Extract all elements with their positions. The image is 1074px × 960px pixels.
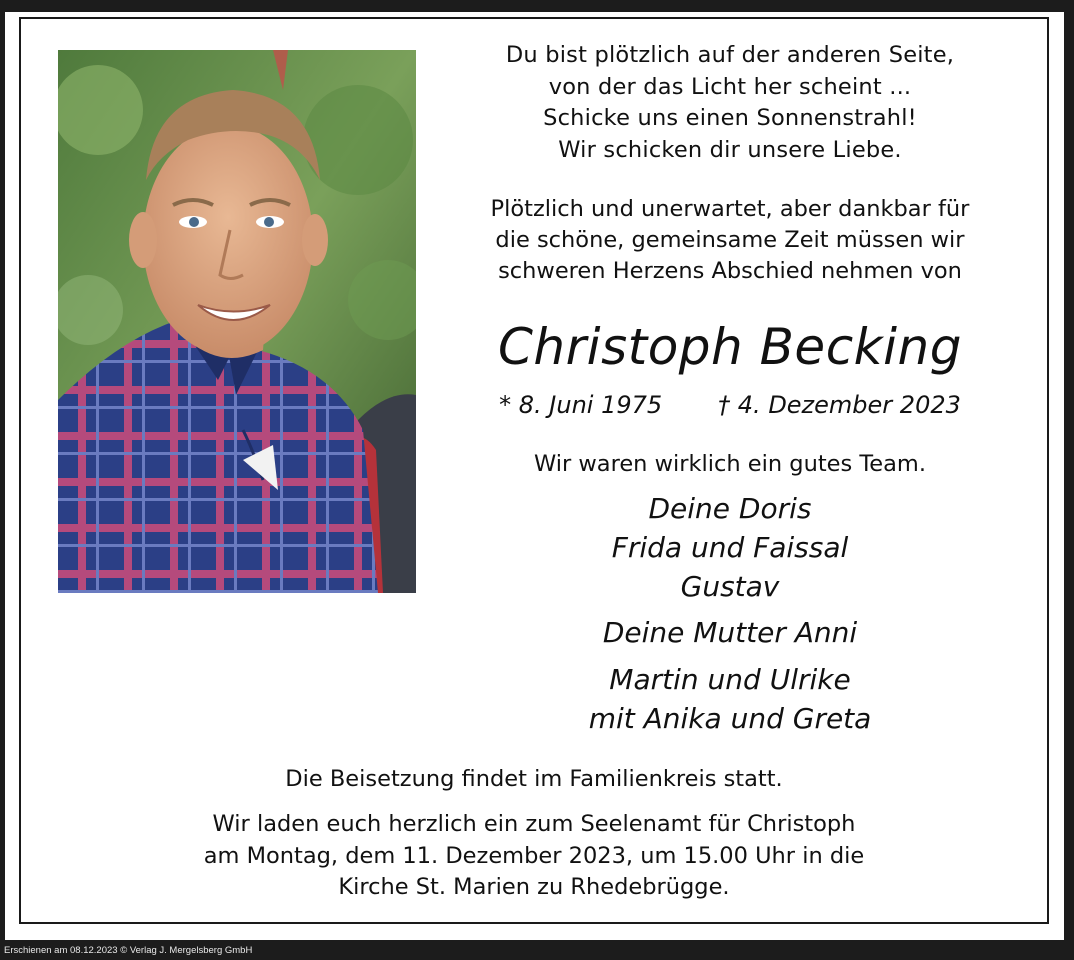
family-group xyxy=(435,489,1025,606)
verse-line: Wir schicken dir unsere Liebe. xyxy=(558,136,902,163)
mass-line: Kirche St. Marien zu Rhedebrügge. xyxy=(338,874,730,900)
publication-footer: Erschienen am 08.12.2023 © Verlag J. Mergelsberg GmbH xyxy=(4,945,253,956)
family-line: Deine Mutter Anni xyxy=(602,616,858,649)
deceased-name: Christoph Becking xyxy=(498,318,962,376)
family-line: Deine Doris xyxy=(648,492,812,525)
burial-notice: Die Beisetzung findet im Familienkreis statt. xyxy=(285,766,783,792)
portrait-photo xyxy=(58,50,416,593)
intro-text xyxy=(435,194,1025,287)
verse xyxy=(435,40,1025,166)
life-dates xyxy=(435,389,1025,421)
mass-line: am Montag, dem 11. Dezember 2023, um 15.00 Uhr in die xyxy=(203,842,865,869)
family-group xyxy=(435,613,1025,652)
intro-line: schweren Herzens Abschied nehmen von xyxy=(498,258,962,284)
death-date: † 4. Dezember 2023 xyxy=(718,391,961,419)
mass-line: Wir laden euch herzlich ein zum Seelenamt für Christoph xyxy=(212,811,856,837)
birth-date: * 8. Juni 1975 xyxy=(499,391,663,419)
verse-line: Du bist plötzlich auf der anderen Seite, xyxy=(505,42,955,68)
obituary-sheet xyxy=(5,12,1064,940)
mass-invitation xyxy=(19,809,1049,904)
verse-line: Schicke uns einen Sonnenstrahl! xyxy=(543,105,917,131)
family-group xyxy=(435,660,1025,738)
family-line: Frida und Faissal xyxy=(611,531,849,564)
family-line: Martin und Ulrike xyxy=(609,663,851,696)
intro-line: Plötzlich und unerwartet, aber dankbar für xyxy=(490,196,970,222)
family-line: mit Anika und Greta xyxy=(588,702,872,735)
verse-line: von der das Licht her scheint ... xyxy=(548,73,912,100)
family-line: Gustav xyxy=(680,570,780,603)
intro-line: die schöne, gemeinsame Zeit müssen wir xyxy=(495,227,965,253)
team-line: Wir waren wirklich ein gutes Team. xyxy=(533,451,927,477)
